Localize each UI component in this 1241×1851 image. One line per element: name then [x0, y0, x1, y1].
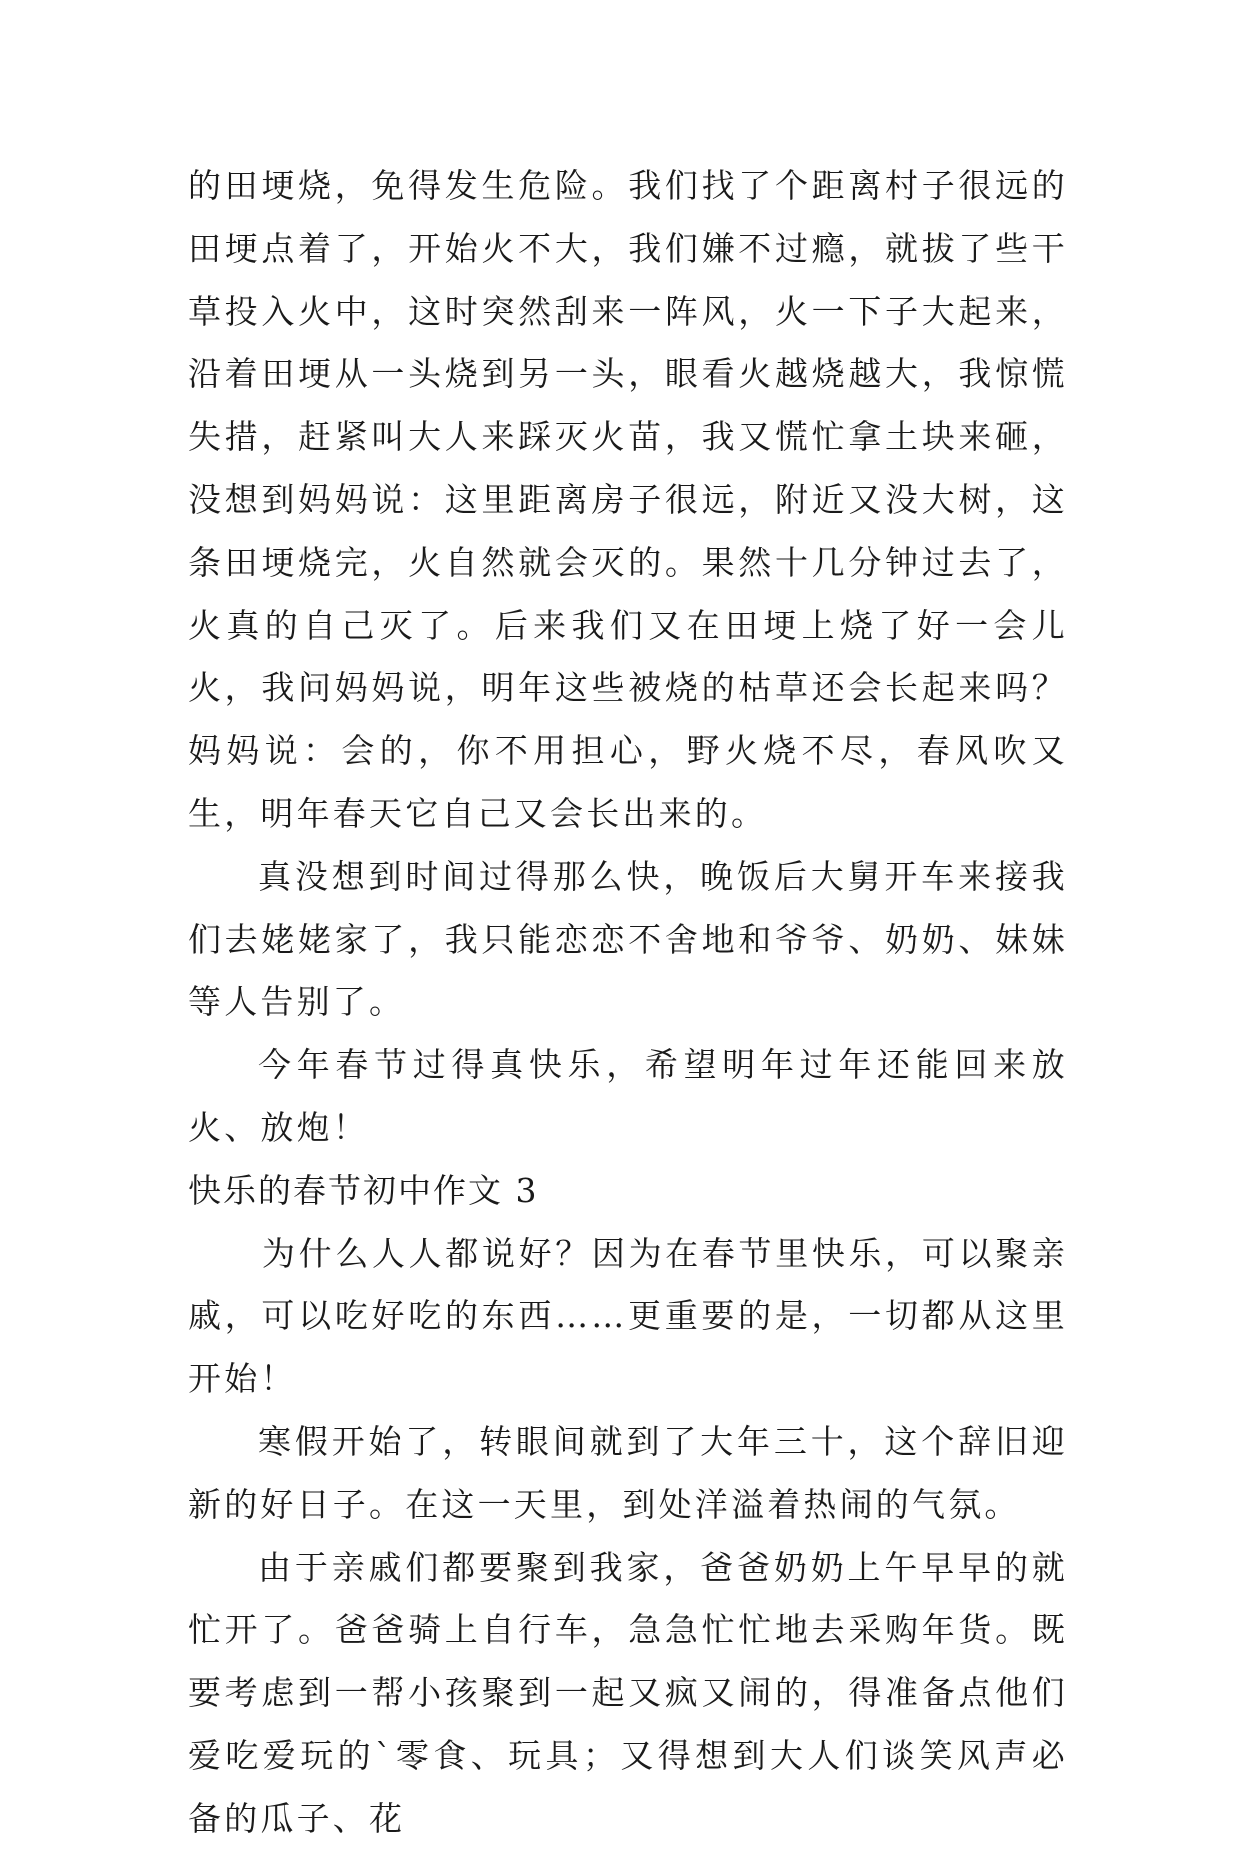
document-body — [188, 155, 1068, 1851]
paragraph-3: 今年春节过得真快乐，希望明年过年还能回来放火、放炮！ — [188, 1045, 1068, 1147]
paragraph-5: 寒假开始了，转眼间就到了大年三十，这个辞旧迎新的好日子。在这一天里，到处洋溢着热闹的气氛。 — [188, 1421, 1068, 1524]
section-heading: 快乐的春节初中作文 3 — [188, 1170, 539, 1210]
paragraph-4: 为什么人人都说好？因为在春节里快乐，可以聚亲戚，可以吃好吃的东西……更重要的是，一切都从这里开始！ — [188, 1233, 1068, 1399]
paragraph-2: 真没想到时间过得那么快，晚饭后大舅开车来接我们去姥姥家了，我只能恋恋不舍地和爷爷、奶奶、妹妹等人告别了。 — [188, 856, 1068, 1022]
paragraph-1: 的田埂烧，免得发生危险。我们找了个距离村子很远的田埂点着了，开始火不大，我们嫌不过瘾，就拔了些干草投入火中，这时突然刮来一阵风，火一下子大起来，沿着田埂从一头烧到另一头，眼看火越烧越大，我惊慌失措，赶紧叫大人来踩灭火苗，我又慌忙拿土块来砸，没想到妈妈说：这里距离房子很远，附近又没大树，这条田埂烧完，火自然就会灭的。果然十几分钟过去了，火真的自己灭了。后来我们又在田埂上烧了好一会儿火，我问妈妈说，明年这些被烧的枯草还会长起来吗？妈妈说：会的，你不用担心，野火烧不尽，春风吹又生，明年春天它自己又会长出来的。 — [188, 166, 1068, 833]
paragraph-6: 由于亲戚们都要聚到我家，爸爸奶奶上午早早的就忙开了。爸爸骑上自行车，急急忙忙地去采购年货。既要考虑到一帮小孩聚到一起又疯又闹的，得准备点他们爱吃爱玩的`零食、玩具；又得想到大人们谈笑风声必备的瓜子、花 — [188, 1547, 1068, 1838]
